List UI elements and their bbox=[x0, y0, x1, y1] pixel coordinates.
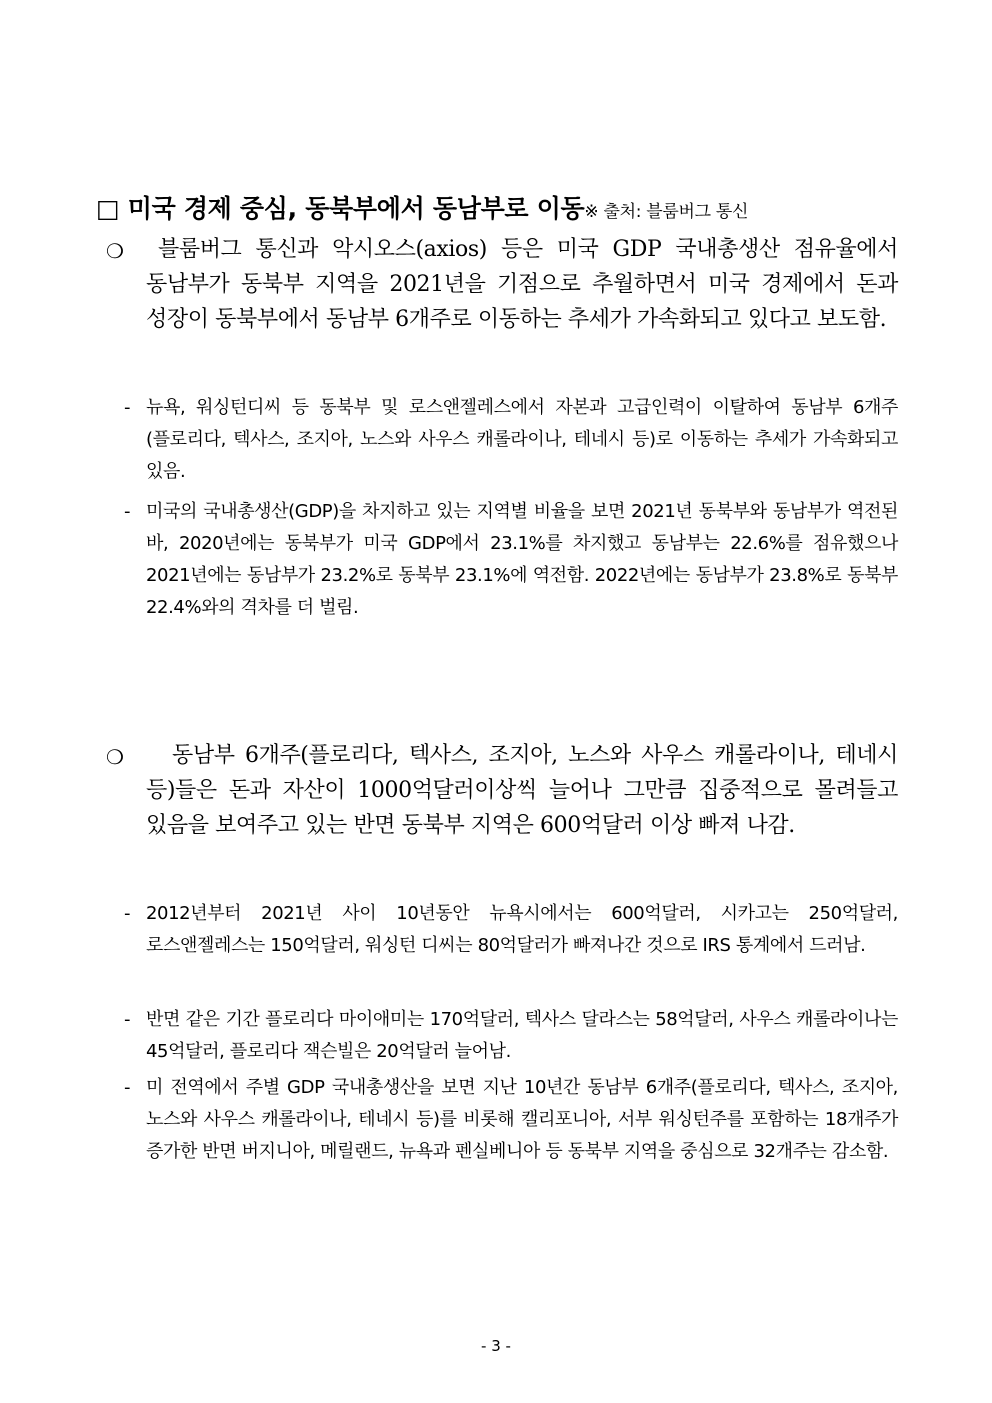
detail-2-1-dash: - bbox=[124, 903, 131, 924]
bullet-point-1-marker: ❍ bbox=[106, 239, 124, 263]
detail-2-2-text: 반면 같은 기간 플로리다 마이애미는 170억달러, 텍사스 달라스는 58억달러, 사우스 캐롤라이나는 45억달러, 플로리다 잭슨빌은 20억달러 늘어남. bbox=[146, 1009, 898, 1062]
bullet-point-2-marker: ❍ bbox=[106, 745, 124, 769]
page-number: - 3 - bbox=[481, 1337, 511, 1355]
source-note: ※ 출처: 블룸버그 통신 bbox=[584, 202, 749, 222]
detail-2-3-text: 미 전역에서 주별 GDP 국내총생산을 보면 지난 10년간 동남부 6개주(플로리다, 텍사스, 조지아, 노스와 사우스 캐롤라이나, 테네시 등)를 비롯해 캘리포니아, 서부 워싱턴주를 포함하는 18개주가 증가한 반면 버지니아, 메릴랜드, 뉴욕과 펜실베니아 등 동북부 지역을 중심으로 32개주는 감소함. bbox=[146, 1077, 898, 1162]
detail-2-3-dash: - bbox=[124, 1077, 131, 1098]
section-heading-text: □ 미국 경제 중심, 동북부에서 동남부로 이동 bbox=[96, 194, 585, 223]
bullet-point-2-text: 동남부 6개주(플로리다, 텍사스, 조지아, 노스와 사우스 캐롤라이나, 테네시 등)들은 돈과 자산이 1000억달러이상씩 늘어나 그만큼 집중적으로 몰려들고 있음을 보여주고 있는 반면 동북부 지역은 600억달러 이상 빠져 나감. bbox=[146, 743, 898, 838]
detail-1-1-dash: - bbox=[124, 397, 131, 418]
detail-1-2-dash: - bbox=[124, 501, 131, 522]
section-heading bbox=[96, 192, 906, 229]
detail-2-2-dash: - bbox=[124, 1009, 131, 1030]
detail-1-1-text: 뉴욕, 워싱턴디씨 등 동북부 및 로스앤젤레스에서 자본과 고급인력이 이탈하여 동남부 6개주(플로리다, 텍사스, 조지아, 노스와 사우스 캐롤라이나, 테네시 등)로 이동하는 추세가 가속화되고 있음. bbox=[146, 397, 898, 482]
bullet-point-1-text: 블룸버그 통신과 악시오스(axios) 등은 미국 GDP 국내총생산 점유율에서 동남부가 동북부 지역을 2021년을 기점으로 추월하면서 미국 경제에서 돈과 성장이 동북부에서 동남부 6개주로 이동하는 추세가 가속화되고 있다고 보도함. bbox=[146, 237, 898, 332]
detail-2-1-text: 2012년부터 2021년 사이 10년동안 뉴욕시에서는 600억달러, 시카고는 250억달러, 로스앤젤레스는 150억달러, 워싱턴 디씨는 80억달러가 빠져나간 것으로 IRS 통계에서 드러남. bbox=[146, 903, 898, 956]
detail-1-2-text: 미국의 국내총생산(GDP)을 차지하고 있는 지역별 비율을 보면 2021년 동북부와 동남부가 역전된 바, 2020년에는 동북부가 미국 GDP에서 23.1%를 차지했고 동남부는 22.6%를 점유했으나 2021년에는 동남부가 23.2%로 동북부 23.1%에 역전함. 2022년에는 동남부가 23.8%로 동북부 22.4%와의 격차를 더 벌림. bbox=[146, 501, 898, 618]
